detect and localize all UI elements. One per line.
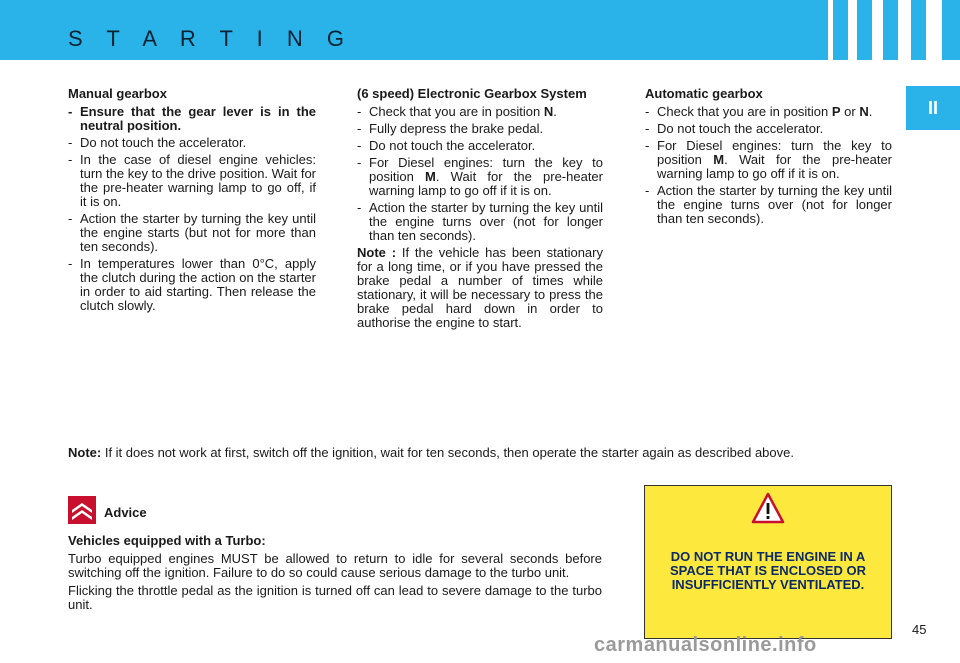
page-number: 45 [912,622,927,637]
page-header [0,0,960,60]
electronic-note: Note : If the vehicle has been stationary for a long time, or if you have pressed the brake pedal a number of times while stationary, it will be necessary to press the brake pedal hard down in order to authorise the engine to start. [357,245,603,330]
warning-text: DO NOT RUN THE ENGINE IN A SPACE THAT IS ENCLOSED OR INSUFFICIENTLY VENTILATED. [670,549,866,592]
list-item: - Ensure that the gear lever is in the neutral position. [68,105,316,133]
watermark: carmanualsonline.info [594,634,817,656]
list-item: - Check that you are in position N. [357,105,603,119]
advice-title: Advice [104,505,147,520]
manual-gearbox-title: Manual gearbox [68,86,167,101]
automatic-gearbox-section [645,87,892,229]
list-item: - Action the starter by turning the key until the engine starts (but not for more than ten seconds). [68,212,316,254]
chapter-tab: II [906,86,960,130]
advice-header [68,496,147,529]
list-item: - For Diesel engines: turn the key to position M. Wait for the pre-heater warning lamp to go off if it is on. [357,156,603,198]
manual-gearbox-section [68,87,316,316]
electronic-gearbox-title: (6 speed) Electronic Gearbox System [357,86,587,101]
list-item: - Do not touch the accelerator. [357,139,603,153]
list-item: - In temperatures lower than 0°C, apply the clutch during the action on the starter in order to aid starting. Then release the clutch slowly. [68,257,316,313]
advice-paragraph: Flicking the throttle pedal as the ignition is turned off can lead to severe damage to the turbo unit. [68,583,602,612]
advice-subtitle: Vehicles equipped with a Turbo: [68,533,266,548]
advice-paragraph: Turbo equipped engines MUST be allowed to return to idle for several seconds before switching off the ignition. Failure to do so could cause serious damage to the turbo unit. [68,551,602,580]
list-item: - Action the starter by turning the key until the engine turns over (not for longer than ten seconds). [357,201,603,243]
list-item: - In the case of diesel engine vehicles: turn the key to the drive position. Wait for the pre-heater warning lamp to go off, if it is on. [68,153,316,209]
citroen-chevrons-icon [68,496,96,529]
list-item: - For Diesel engines: turn the key to position M. Wait for the pre-heater warning lamp to go off if it is on. [645,139,892,181]
electronic-gearbox-section [357,87,603,333]
list-item: - Fully depress the brake pedal. [357,122,603,136]
list-item: - Do not touch the accelerator. [68,136,316,150]
automatic-gearbox-title: Automatic gearbox [645,86,763,101]
list-item: - Do not touch the accelerator. [645,122,892,136]
list-item: - Action the starter by turning the key until the engine turns over (not for longer than ten seconds). [645,184,892,226]
page-title: S T A R T I N G [68,26,353,51]
list-item: - Check that you are in position P or N. [645,105,892,119]
warning-triangle-icon [751,492,785,529]
warning-box [644,485,892,639]
advice-body [68,534,602,616]
footer-note: Note: If it does not work at first, switch off the ignition, wait for ten seconds, then operate the starter again as described above. [68,445,794,460]
